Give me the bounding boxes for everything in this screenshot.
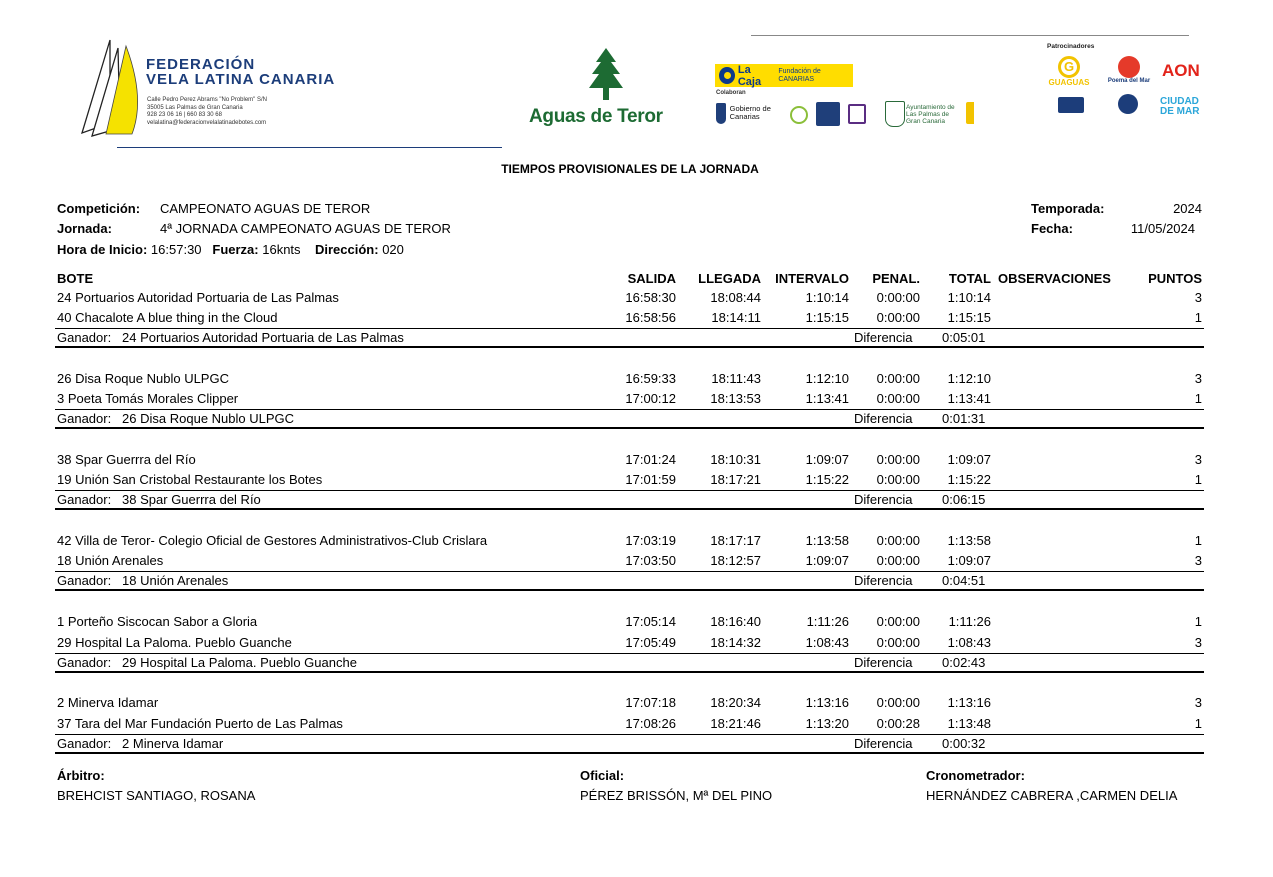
aon-logo: AON [1162, 61, 1200, 80]
ayuntamiento-logo: Ayuntamiento de Las Palmas de Gran Canaria [906, 104, 955, 125]
col-puntos: PUNTOS [1148, 271, 1202, 286]
col-penal: PENAL. [872, 271, 920, 286]
table-row: 1 Porteño Siscocan Sabor a Gloria 17:05:14 18:16:40 1:11:26 0:00:00 1:11:26 1 [57, 614, 1202, 629]
competicion-row: Competición: [57, 201, 141, 216]
fecha-value: 11/05/2024 [1130, 221, 1195, 236]
ciudad-de-mar-logo: CIUDAD DE MAR [1160, 96, 1200, 117]
col-intervalo: INTERVALO [775, 271, 849, 286]
la-caja-logo: La Caja Fundación de CANARIAS [715, 64, 853, 87]
competicion-value: CAMPEONATO AGUAS DE TEROR [160, 201, 371, 216]
col-bote: BOTE [57, 271, 94, 286]
jornada-value: 4ª JORNADA CAMPEONATO AGUAS DE TEROR [160, 221, 451, 236]
arbitro-block: Árbitro: BREHCIST SANTIAGO, ROSANA [57, 768, 256, 803]
table-row: 18 Unión Arenales 17:03:50 18:12:57 1:09:07 0:00:00 1:09:07 3 [57, 553, 1202, 568]
page-title: TIEMPOS PROVISIONALES DE LA JORNADA [501, 162, 759, 176]
tree-logo-icon [588, 48, 624, 100]
sailboat-logo-icon [80, 38, 142, 140]
fecha-label: Fecha: [1031, 221, 1073, 236]
ganador-row: Ganador: 26 Disa Roque Nublo ULPGC Diferencia 0:01:31 [55, 409, 1204, 429]
results-table-header [0, 269, 1273, 289]
table-row: 19 Unión San Cristobal Restaurante los Botes 17:01:59 18:17:21 1:15:22 0:00:00 1:15:22 1 [57, 472, 1202, 487]
header-divider-right [751, 35, 1189, 36]
gobierno-canarias-logo: Gobierno de Canarias [716, 101, 784, 125]
sponsor-logo-small-2 [816, 102, 840, 126]
fish-icon [1118, 56, 1140, 78]
patrocinadores-label: Patrocinadores [1047, 43, 1095, 50]
ganador-row: Ganador: 29 Hospital La Paloma. Pueblo Guanche Diferencia 0:02:43 [55, 653, 1204, 673]
federation-address: Calle Pedro Perez Abrams "No Problem" S/N 35005 Las Palmas de Gran Canaria 928 23 06 16 | 660 83 30 68 velalatina@federacionvelalatinadebotes.com [147, 97, 267, 126]
table-row: 26 Disa Roque Nublo ULPGC 16:59:33 18:11:43 1:12:10 0:00:00 1:12:10 3 [57, 371, 1202, 386]
aguas-de-teror-logo: Aguas de Teror [529, 106, 663, 127]
temporada-value: 2024 [1173, 201, 1202, 216]
table-row: 42 Villa de Teror- Colegio Oficial de Gestores Administrativos-Club Crislara 17:03:19 18:17:17 1:13:58 0:00:00 1:13:58 1 [57, 533, 1202, 548]
sponsor-logo-small-6 [1118, 94, 1138, 114]
header-logos [0, 0, 1273, 150]
oficial-block: Oficial: PÉREZ BRISSÓN, Mª DEL PINO [580, 768, 773, 803]
sponsor-logo-small-5 [1058, 97, 1084, 113]
table-row: 2 Minerva Idamar 17:07:18 18:20:34 1:13:16 0:00:00 1:13:16 3 [57, 695, 1202, 710]
header-divider-left [117, 147, 502, 148]
sponsor-logo-small-1 [790, 106, 808, 124]
jornada-label: Jornada: [57, 221, 112, 236]
col-total: TOTAL [948, 271, 991, 286]
ganador-row: Ganador: 38 Spar Guerrra del Río Diferencia 0:06:15 [55, 490, 1204, 510]
sun-icon [719, 67, 735, 84]
shield-icon [716, 103, 726, 124]
col-llegada: LLEGADA [698, 271, 761, 286]
ganador-row: Ganador: 2 Minerva Idamar Diferencia 0:00:32 [55, 734, 1204, 754]
sponsor-logo-small-3 [848, 104, 866, 124]
colaboran-label: Colaboran [716, 90, 746, 96]
ayuntamiento-crest-icon [885, 101, 905, 127]
table-row: 3 Poeta Tomás Morales Clipper 17:00:12 18:13:53 1:13:41 0:00:00 1:13:41 1 [57, 391, 1202, 406]
federation-name: FEDERACIÓN VELA LATINA CANARIA [146, 56, 336, 88]
sponsor-logo-small-4 [966, 102, 1064, 124]
table-row: 38 Spar Guerrra del Río 17:01:24 18:10:31 1:09:07 0:00:00 1:09:07 3 [57, 452, 1202, 467]
table-row: 24 Portuarios Autoridad Portuaria de Las Palmas 16:58:30 18:08:44 1:10:14 0:00:00 1:10:14 3 [57, 290, 1202, 305]
ganador-row: Ganador: 18 Unión Arenales Diferencia 0:04:51 [55, 571, 1204, 591]
cronometrador-block: Cronometrador: HERNÁNDEZ CABRERA ,CARMEN DELIA [926, 768, 1178, 803]
ganador-row: Ganador: 24 Portuarios Autoridad Portuaria de Las Palmas Diferencia 0:05:01 [55, 328, 1204, 348]
col-salida: SALIDA [627, 271, 676, 286]
table-row: 40 Chacalote A blue thing in the Cloud 16:58:56 18:14:11 1:15:15 0:00:00 1:15:15 1 [57, 310, 1202, 325]
col-observaciones: OBSERVACIONES [998, 271, 1111, 286]
table-row: 29 Hospital La Paloma. Pueblo Guanche 17:05:49 18:14:32 1:08:43 0:00:00 1:08:43 3 [57, 635, 1202, 650]
guaguas-logo: G GUAGUAS [1046, 56, 1092, 92]
hora-inicio-row: Hora de Inicio: 16:57:30 Fuerza: 16knts Dirección: 020 [57, 242, 404, 257]
temporada-label: Temporada: [1031, 201, 1105, 216]
table-row: 37 Tara del Mar Fundación Puerto de Las Palmas 17:08:26 18:21:46 1:13:20 0:00:28 1:13:48 1 [57, 716, 1202, 731]
poema-del-mar-logo: Poema del Mar [1106, 56, 1152, 92]
